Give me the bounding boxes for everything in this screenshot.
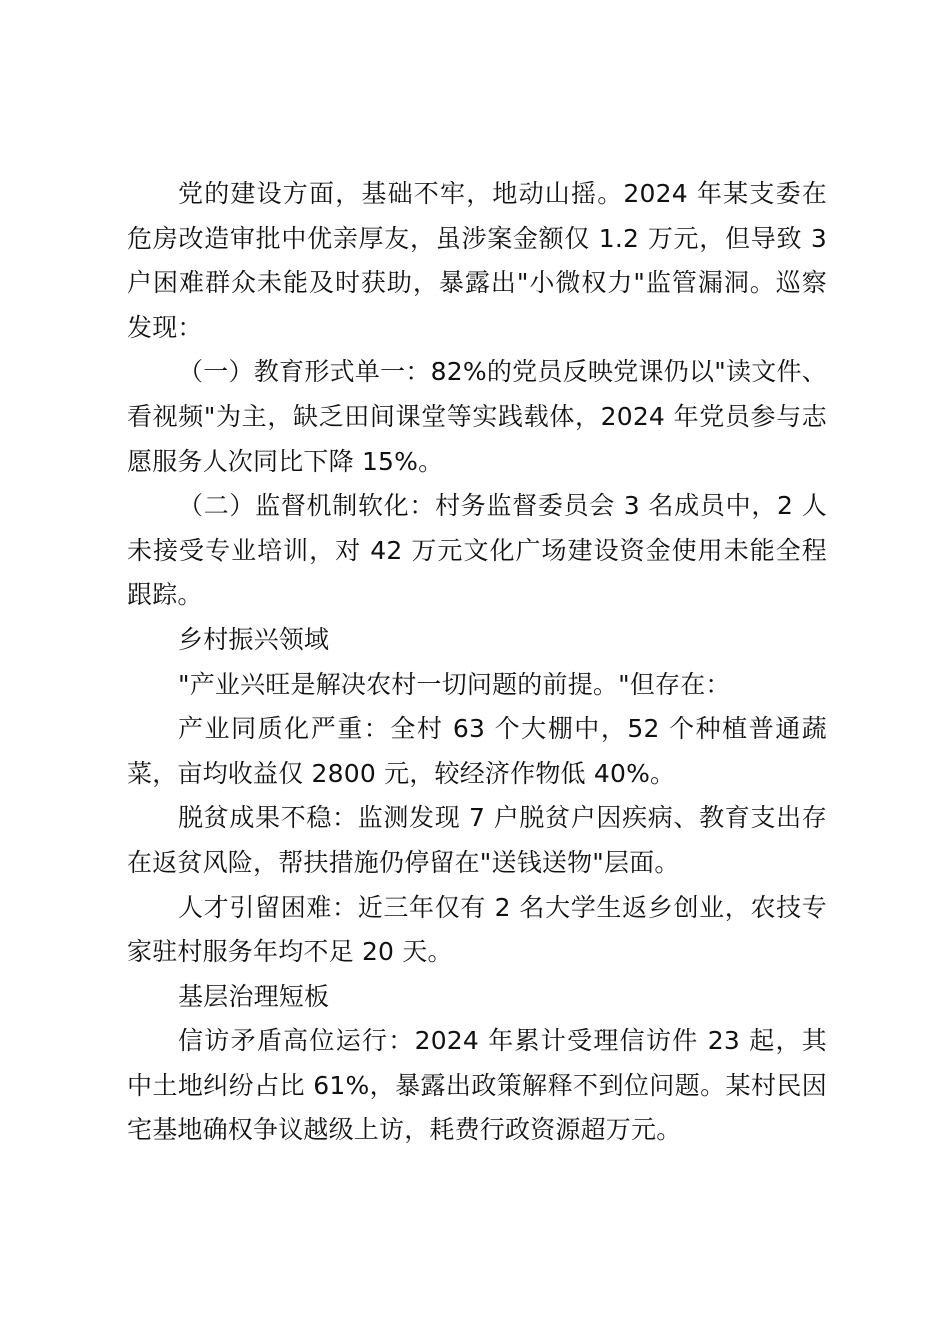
paragraph-supervision: （二）监督机制软化：村务监督委员会 3 名成员中，2 人未接受专业培训，对 42 万元文化广场建设资金使用未能全程跟踪。 <box>127 491 827 610</box>
document-body <box>127 172 827 1153</box>
paragraph-petitions: 信访矛盾高位运行：2024 年累计受理信访件 23 起，其中土地纠纷占比 61%，暴露出政策解释不到位问题。某村民因宅基地确权争议越级上访，耗费行政资源超万元。 <box>127 1026 827 1145</box>
paragraph-education-form: （一）教育形式单一：82%的党员反映党课仍以"读文件、看视频"为主，缺乏田间课堂等实践载体，2024 年党员参与志愿服务人次同比下降 15%。 <box>127 357 827 476</box>
paragraph-industry-homogeneity: 产业同质化严重：全村 63 个大棚中，52 个种植普通蔬菜，亩均收益仅 2800 元，较经济作物低 40%。 <box>127 714 827 788</box>
paragraph-talent-retention: 人才引留困难：近三年仅有 2 名大学生返乡创业，农技专家驻村服务年均不足 20 天。 <box>127 892 827 967</box>
section-heading-grassroots-governance: 基层治理短板 <box>178 981 330 1011</box>
section-heading-rural-revitalization: 乡村振兴领域 <box>178 624 330 654</box>
paragraph-party-building: 党的建设方面，基础不牢，地动山摇。2024 年某支委在危房改造审批中优亲厚友，虽涉案金额仅 1.2 万元，但导致 3 户困难群众未能及时获助，暴露出"小微权力"监管漏洞。巡察发现： <box>127 179 827 342</box>
paragraph-poverty-results: 脱贫成果不稳：监测发现 7 户脱贫户因疾病、教育支出存在返贫风险，帮扶措施仍停留在"送钱送物"层面。 <box>127 803 827 877</box>
paragraph-industry-quote: "产业兴旺是解决农村一切问题的前提。"但存在： <box>178 669 731 699</box>
